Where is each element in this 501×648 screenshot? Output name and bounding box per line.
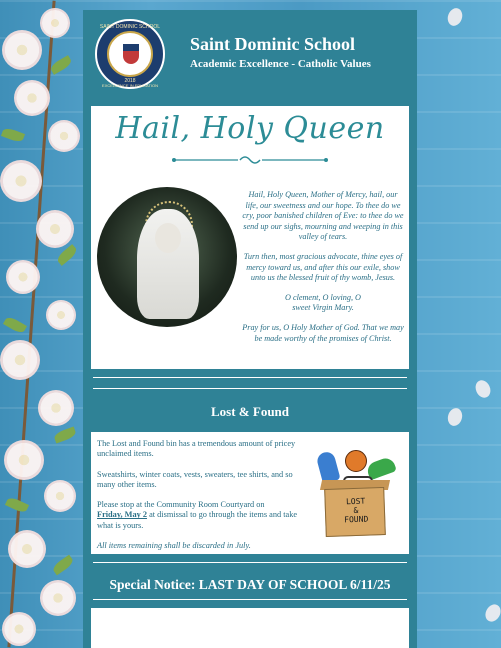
seal-bottom-text: EXCELLENCE IN EDUCATION [102,83,158,88]
virgin-mary-statue-icon [97,187,237,327]
lost-found-card [91,432,409,554]
lost-found-date: Friday, May 2 [97,510,148,520]
prayer-paragraph: O clement, O loving, O sweet Virgin Mary. [285,292,361,313]
lost-found-paragraph [97,500,307,531]
shield-icon [123,44,139,64]
lost-found-box-icon [317,444,399,542]
cardboard-box-icon [324,487,386,537]
lost-found-paragraph: The Lost and Found bin has a tremendous amount of pricey unclaimed items. [97,439,296,459]
divider [93,377,407,378]
school-seal-icon [95,19,165,89]
prayer-paragraph: Hail, Holy Queen, Mother of Mercy, hail, our life, our sweetness and our hope. To thee do we cry, poor banished children of Eve: to thee do we send up our sighs, mourning and weeping in this valley of tears. [242,190,404,242]
newsletter-panel [83,10,417,648]
divider [93,562,407,563]
eagle-emblem-icon [107,31,153,77]
prayer-paragraph: Turn then, most gracious advocate, thine eyes of mercy toward us, and after this our exile, show unto us the blessed fruit of thy womb, Jesus. [243,251,403,283]
lost-found-paragraph: Sweatshirts, winter coats, vests, sweaters, tee shirts, and so many other items. [97,469,293,489]
prayer-paragraph: Pray for us, O Holy Mother of God. That we may be made worthy of the promises of Christ. [242,322,404,343]
prayer-card [91,106,409,369]
lost-found-text [97,439,307,561]
lost-found-location: Please stop at the Community Room Courtyard on [97,500,265,510]
basketball-icon [345,450,367,472]
flourish-divider-icon [170,154,330,166]
divider [93,599,407,600]
school-name: Saint Dominic School [190,34,356,54]
lost-found-heading: Lost & Found [210,404,290,419]
box-label: LOST & FOUND [344,496,369,525]
seal-top-text: SAINT DOMINIC SCHOOL [99,24,161,30]
notice-card [91,608,409,648]
divider [93,388,407,389]
mitten-icon [315,450,340,484]
lost-found-paragraph: All items remaining shall be discarded in July. [97,541,251,551]
seal-year: 2018 [124,78,136,84]
lost-found-instructions: at dismissal to go through the items and take what is yours. [97,510,298,530]
school-tagline: Academic Excellence - Catholic Values [190,58,371,70]
prayer-title: Hail, Holy Queen [115,111,385,146]
prayer-text [242,190,404,353]
special-notice-heading: Special Notice: LAST DAY OF SCHOOL 6/11/25 [109,577,391,592]
header [83,10,417,98]
